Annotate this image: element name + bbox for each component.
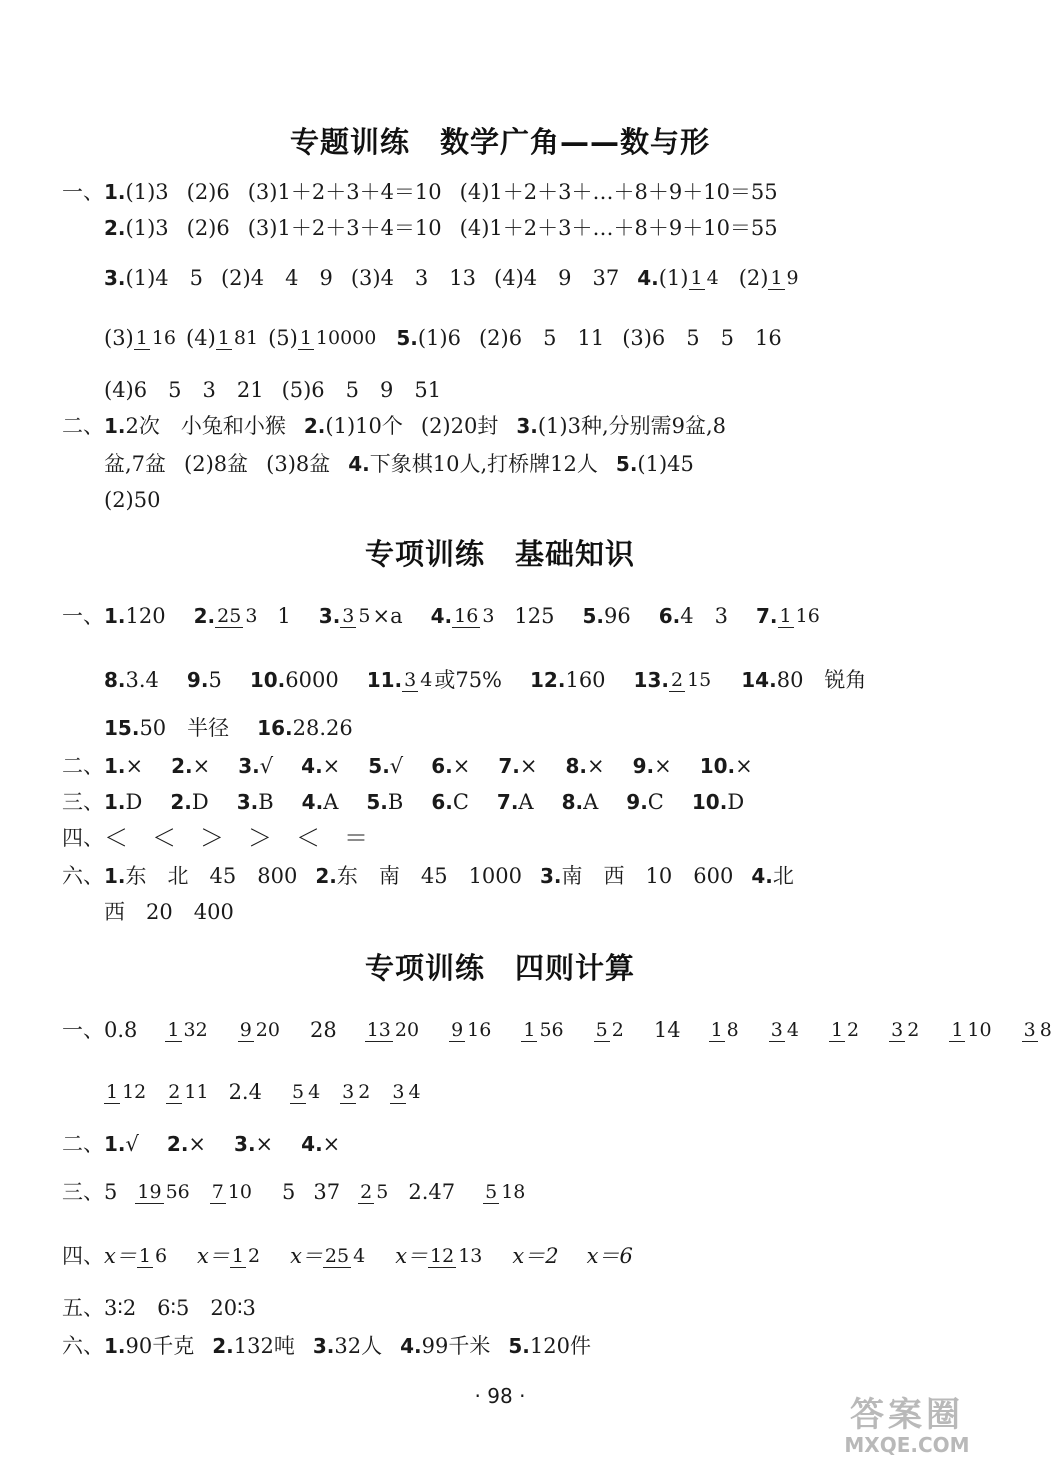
sub-label: (5) bbox=[268, 326, 298, 350]
question-number: 2. bbox=[315, 864, 337, 888]
s3-row-1 bbox=[62, 1010, 1054, 1050]
answer: (4)6 5 3 21 bbox=[104, 378, 264, 402]
question-number: 10. bbox=[691, 790, 728, 814]
answer: A bbox=[518, 790, 534, 814]
answer: × bbox=[188, 1132, 207, 1156]
watermark-text: 答案圈 bbox=[850, 1395, 964, 1435]
answer: 盆,7盆 bbox=[104, 452, 167, 476]
answer: 99千米 bbox=[421, 1334, 491, 1358]
answer: 南 西 10 600 bbox=[561, 864, 734, 888]
answer: (4)4 9 37 bbox=[494, 266, 620, 290]
fraction: 1 12 bbox=[106, 1080, 147, 1103]
answer: 37 bbox=[313, 1180, 341, 1204]
fraction: 3 2 bbox=[342, 1080, 371, 1103]
question-number: 3. bbox=[234, 1132, 256, 1156]
fraction: 3 5 bbox=[342, 604, 371, 627]
question-number: 11. bbox=[366, 668, 403, 692]
s1-row-6 bbox=[62, 406, 726, 446]
answer: 4 3 bbox=[680, 604, 728, 628]
answer: x＝6 bbox=[586, 1244, 633, 1268]
question-number: 3. bbox=[238, 754, 260, 778]
sub-label: (3) bbox=[104, 326, 134, 350]
fraction: 1 4 bbox=[690, 266, 719, 289]
question-number: 10. bbox=[699, 754, 736, 778]
answer: 28.26 bbox=[292, 716, 353, 740]
question-number: 9. bbox=[632, 754, 655, 778]
answer: 5 bbox=[208, 668, 222, 692]
fraction: 25 3 bbox=[217, 604, 258, 627]
part-label: 二、 bbox=[62, 1132, 104, 1156]
question-number: 1. bbox=[104, 180, 126, 204]
question-number: 9. bbox=[626, 790, 648, 814]
question-number: 2. bbox=[166, 1132, 189, 1156]
answer: (1)45 bbox=[637, 452, 694, 476]
answer: (2)4 4 9 bbox=[220, 266, 333, 290]
answer: x＝ bbox=[197, 1244, 230, 1268]
answer: (2)6 bbox=[186, 180, 230, 204]
question-number: 8. bbox=[104, 668, 126, 692]
fraction: 1 2 bbox=[830, 1018, 860, 1041]
answer: (1)10个 bbox=[325, 414, 403, 438]
fraction: 1 56 bbox=[523, 1018, 564, 1041]
question-number: 12. bbox=[530, 668, 566, 692]
answer: 6000 bbox=[285, 668, 339, 692]
fraction: 1 10 bbox=[951, 1018, 992, 1041]
question-number: 5. bbox=[615, 452, 638, 476]
fraction: 3 2 bbox=[891, 1018, 920, 1041]
part-label: 三、 bbox=[62, 1180, 104, 1204]
question-number: 2. bbox=[303, 414, 326, 438]
question-number: 3. bbox=[516, 414, 538, 438]
watermark-logo bbox=[832, 1396, 982, 1460]
answer: √ bbox=[125, 1132, 139, 1156]
fraction: 3 4 bbox=[404, 668, 433, 691]
s1-row-7 bbox=[104, 444, 694, 484]
question-number: 1. bbox=[104, 414, 126, 438]
question-number: 2. bbox=[171, 754, 193, 778]
answer: (4)1＋2＋3＋…＋8＋9＋10＝55 bbox=[459, 180, 778, 204]
answer: (2)20封 bbox=[420, 414, 499, 438]
question-number: 2. bbox=[193, 604, 216, 628]
answer: 132吨 bbox=[233, 1334, 295, 1358]
s3-row-7 bbox=[62, 1326, 591, 1366]
s3-row-2 bbox=[104, 1072, 423, 1112]
answer: 120 bbox=[125, 604, 166, 628]
answer: 2.47 bbox=[408, 1180, 456, 1204]
answer: √ bbox=[259, 754, 274, 778]
answer: 14 bbox=[653, 1018, 681, 1042]
answer: 西 20 400 bbox=[104, 900, 234, 924]
answer: 50 半径 bbox=[139, 716, 230, 740]
fraction: 16 3 bbox=[454, 604, 495, 627]
part-label: 一、 bbox=[62, 604, 104, 628]
fraction: 3 4 bbox=[770, 1018, 799, 1041]
s1-row-8 bbox=[104, 480, 160, 520]
sub-label: (1) bbox=[658, 266, 689, 290]
answer: A bbox=[323, 790, 339, 814]
section-title-arithmetic: 专项训练 四则计算 bbox=[364, 951, 635, 985]
answer: × bbox=[735, 754, 753, 778]
fraction: 1 10000 bbox=[299, 326, 377, 349]
fraction: 2 5 bbox=[360, 1180, 389, 1203]
fraction: 9 20 bbox=[239, 1018, 280, 1041]
s3-row-4 bbox=[62, 1172, 527, 1212]
answer: D bbox=[191, 790, 209, 814]
question-number: 7. bbox=[496, 790, 519, 814]
answer: 90千克 bbox=[125, 1334, 195, 1358]
question-number: 4. bbox=[637, 266, 659, 290]
fraction: 1 81 bbox=[217, 326, 259, 349]
fraction: 3 4 bbox=[392, 1080, 421, 1103]
answer: 32人 bbox=[334, 1334, 383, 1358]
s3-row-3 bbox=[62, 1124, 340, 1164]
answer: 1 bbox=[277, 604, 291, 628]
s1-row-2 bbox=[104, 208, 778, 248]
answer: (5)6 5 9 51 bbox=[281, 378, 442, 402]
answer: (3)8盆 bbox=[266, 452, 331, 476]
answer: 或75% bbox=[434, 668, 503, 692]
answer: (3)1＋2＋3＋4＝10 bbox=[247, 180, 442, 204]
answer: 120件 bbox=[529, 1334, 591, 1358]
s2-row-7 bbox=[62, 856, 794, 896]
part-label: 四、 bbox=[62, 826, 104, 850]
fraction: 9 16 bbox=[451, 1018, 492, 1041]
answer: 下象棋10人,打桥牌12人 bbox=[369, 452, 598, 476]
question-number: 7. bbox=[498, 754, 520, 778]
fraction: 19 56 bbox=[137, 1180, 190, 1203]
s2-row-8 bbox=[104, 892, 234, 932]
fraction: 1 6 bbox=[138, 1244, 168, 1267]
question-number: 15. bbox=[104, 716, 140, 740]
answer: A bbox=[583, 790, 599, 814]
question-number: 8. bbox=[561, 790, 584, 814]
answer: (2)6 5 11 bbox=[478, 326, 605, 350]
answer: (2)6 bbox=[186, 216, 230, 240]
question-number: 3. bbox=[236, 790, 259, 814]
fraction: 5 2 bbox=[595, 1018, 624, 1041]
fraction: 3 8 bbox=[1023, 1018, 1052, 1041]
s1-row-3 bbox=[104, 258, 801, 298]
part-label: 六、 bbox=[62, 864, 104, 888]
answer: B bbox=[258, 790, 274, 814]
part-label: 一、 bbox=[62, 1018, 104, 1042]
answer: 5 bbox=[104, 1180, 118, 1204]
answer: 5 bbox=[282, 1180, 296, 1204]
fraction: 1 32 bbox=[167, 1018, 208, 1041]
sub-label: (4) bbox=[186, 326, 216, 350]
answer: (2)8盆 bbox=[184, 452, 249, 476]
answer: ＜ ＜ ＞ ＞ ＜ ＝ bbox=[104, 824, 368, 852]
question-number: 4. bbox=[348, 452, 370, 476]
answer: × bbox=[519, 754, 538, 778]
s2-row-1 bbox=[62, 596, 822, 636]
s3-row-5 bbox=[62, 1236, 633, 1276]
answer: × bbox=[452, 754, 471, 778]
answer: (3)1＋2＋3＋4＝10 bbox=[247, 216, 442, 240]
s3-row-6 bbox=[62, 1288, 256, 1328]
s1-row-5 bbox=[104, 370, 441, 410]
question-number: 1. bbox=[104, 1334, 126, 1358]
fraction: 7 10 bbox=[211, 1180, 253, 1203]
fraction: 25 4 bbox=[324, 1244, 366, 1267]
question-number: 3. bbox=[318, 604, 341, 628]
answer: (4)1＋2＋3＋…＋8＋9＋10＝55 bbox=[459, 216, 778, 240]
page-number: · 98 · bbox=[474, 1384, 526, 1408]
answer: 28 bbox=[309, 1018, 337, 1042]
fraction: 1 9 bbox=[770, 266, 799, 289]
answer: (1)3 bbox=[125, 216, 169, 240]
part-label: 二、 bbox=[62, 414, 104, 438]
question-number: 3. bbox=[312, 1334, 335, 1358]
question-number: 6. bbox=[431, 754, 453, 778]
question-number: 3. bbox=[104, 266, 126, 290]
question-number: 7. bbox=[756, 604, 778, 628]
answer: 0.8 bbox=[104, 1018, 138, 1042]
fraction: 1 8 bbox=[710, 1018, 739, 1041]
question-number: 16. bbox=[257, 716, 293, 740]
answer: x＝2 bbox=[512, 1244, 559, 1268]
answer: (2)50 bbox=[104, 488, 161, 512]
sub-label: (2) bbox=[738, 266, 769, 290]
fraction: 5 18 bbox=[485, 1180, 526, 1203]
answer: C bbox=[452, 790, 469, 814]
part-label: 三、 bbox=[62, 790, 104, 814]
question-number: 4. bbox=[301, 754, 323, 778]
s2-row-4 bbox=[62, 746, 753, 786]
question-number: 4. bbox=[301, 1132, 323, 1156]
question-number: 4. bbox=[751, 864, 773, 888]
question-number: 5. bbox=[396, 326, 418, 350]
watermark-url: MXQE.COM bbox=[844, 1433, 970, 1457]
answer: × bbox=[192, 754, 211, 778]
question-number: 2. bbox=[104, 216, 126, 240]
section-title-basics: 专项训练 基础知识 bbox=[364, 537, 635, 571]
fraction: 12 13 bbox=[430, 1244, 483, 1267]
answer: × bbox=[586, 754, 605, 778]
answer: 125 bbox=[514, 604, 555, 628]
answer: D bbox=[727, 790, 745, 814]
answer: × bbox=[322, 1132, 341, 1156]
answer: ×a bbox=[372, 604, 403, 628]
s1-row-4 bbox=[104, 318, 782, 358]
answer: (3)4 3 13 bbox=[350, 266, 477, 290]
part-label: 四、 bbox=[62, 1244, 104, 1268]
answer: 3∶2 6∶5 20∶3 bbox=[104, 1296, 256, 1320]
section-title-shape-number: 专题训练 数学广角——数与形 bbox=[289, 125, 710, 159]
answer: x＝ bbox=[104, 1244, 137, 1268]
answer: (1)3种,分别需9盆,8 bbox=[537, 414, 727, 438]
question-number: 4. bbox=[430, 604, 453, 628]
fraction: 13 20 bbox=[366, 1018, 420, 1041]
answer: 东 北 45 800 bbox=[125, 864, 298, 888]
fraction: 1 16 bbox=[135, 326, 177, 349]
question-number: 2. bbox=[170, 790, 192, 814]
answer: D bbox=[125, 790, 143, 814]
answer: (1)6 bbox=[417, 326, 461, 350]
question-number: 1. bbox=[104, 604, 126, 628]
s2-row-3 bbox=[104, 708, 353, 748]
answer: (1)4 5 bbox=[125, 266, 203, 290]
question-number: 10. bbox=[249, 668, 286, 692]
question-number: 14. bbox=[741, 668, 777, 692]
question-number: 9. bbox=[186, 668, 209, 692]
question-number: 5. bbox=[366, 790, 388, 814]
answer: x＝ bbox=[395, 1244, 429, 1268]
part-label: 五、 bbox=[62, 1296, 104, 1320]
question-number: 4. bbox=[301, 790, 324, 814]
question-number: 13. bbox=[633, 668, 669, 692]
question-number: 6. bbox=[658, 604, 681, 628]
answer: (1)3 bbox=[125, 180, 169, 204]
question-number: 8. bbox=[565, 754, 587, 778]
answer: 2次 小兔和小猴 bbox=[125, 414, 286, 438]
question-number: 3. bbox=[540, 864, 562, 888]
answer: × bbox=[322, 754, 341, 778]
question-number: 2. bbox=[212, 1334, 234, 1358]
answer: 北 bbox=[772, 864, 794, 888]
fraction: 1 2 bbox=[231, 1244, 261, 1267]
question-number: 6. bbox=[431, 790, 453, 814]
part-label: 一、 bbox=[62, 180, 104, 204]
question-number: 5. bbox=[582, 604, 605, 628]
answer: C bbox=[647, 790, 664, 814]
answer: √ bbox=[389, 754, 404, 778]
answer: 80 锐角 bbox=[776, 668, 867, 692]
fraction: 1 16 bbox=[779, 604, 820, 627]
fraction: 2 15 bbox=[670, 668, 712, 691]
fraction: 2 11 bbox=[168, 1080, 209, 1103]
part-label: 六、 bbox=[62, 1334, 104, 1358]
answer: × bbox=[125, 754, 144, 778]
answer: 2.4 bbox=[228, 1080, 262, 1104]
fraction: 5 4 bbox=[291, 1080, 321, 1103]
question-number: 1. bbox=[104, 754, 126, 778]
question-number: 1. bbox=[104, 790, 126, 814]
question-number: 1. bbox=[104, 1132, 126, 1156]
answer: 96 bbox=[604, 604, 631, 628]
part-label: 二、 bbox=[62, 754, 104, 778]
s2-row-6 bbox=[62, 818, 368, 858]
answer: 160 bbox=[565, 668, 606, 692]
question-number: 5. bbox=[508, 1334, 530, 1358]
s2-row-5 bbox=[62, 782, 744, 822]
s2-row-2 bbox=[104, 660, 866, 700]
answer: 3.4 bbox=[125, 668, 159, 692]
answer: × bbox=[255, 1132, 274, 1156]
answer: B bbox=[387, 790, 404, 814]
answer: x＝ bbox=[290, 1244, 323, 1268]
question-number: 1. bbox=[104, 864, 126, 888]
s1-row-1 bbox=[62, 172, 778, 212]
question-number: 4. bbox=[400, 1334, 422, 1358]
answer: (3)6 5 5 16 bbox=[622, 326, 782, 350]
answer: × bbox=[654, 754, 672, 778]
question-number: 5. bbox=[368, 754, 390, 778]
answer: 东 南 45 1000 bbox=[336, 864, 523, 888]
